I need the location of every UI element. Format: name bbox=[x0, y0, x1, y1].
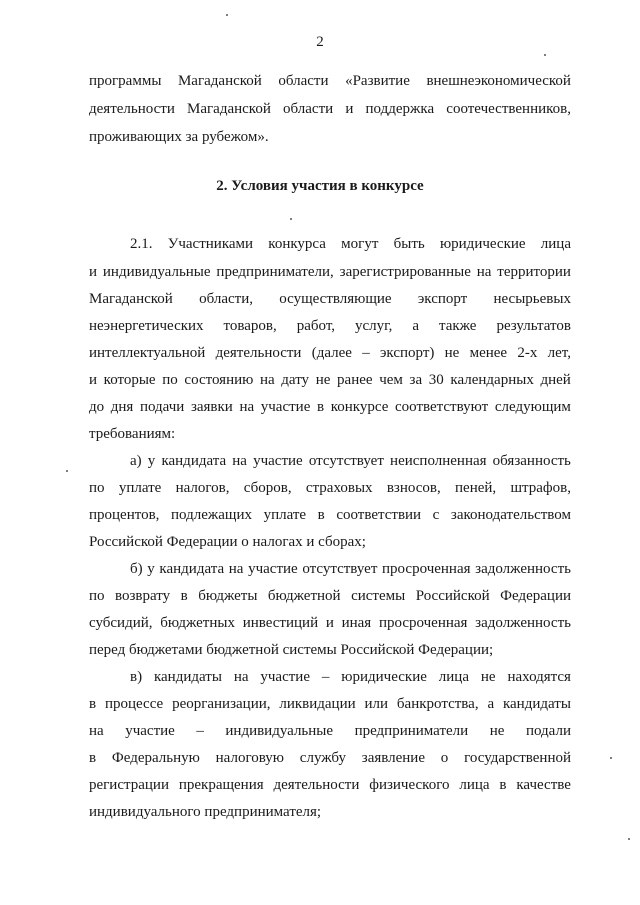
word: задолженность bbox=[475, 615, 571, 631]
word: программы bbox=[89, 73, 162, 89]
word: ликвидации bbox=[279, 696, 356, 712]
word: и bbox=[345, 101, 354, 117]
word: подали bbox=[525, 723, 571, 739]
word: – bbox=[321, 669, 330, 685]
word: качестве bbox=[516, 777, 571, 793]
word: результатов bbox=[496, 318, 571, 334]
word: дня bbox=[110, 399, 134, 415]
word: услуг, bbox=[354, 318, 393, 334]
word: деятельности bbox=[89, 101, 175, 117]
word: бюджетных bbox=[160, 615, 235, 631]
word: по bbox=[162, 372, 178, 388]
p4-line-3 bbox=[89, 722, 571, 740]
p1-line-6 bbox=[89, 371, 571, 389]
p4-line-5 bbox=[89, 776, 571, 794]
p1-line-2 bbox=[89, 263, 571, 281]
word: предприниматели, bbox=[216, 264, 334, 280]
word: Магаданской bbox=[187, 101, 271, 117]
word: на bbox=[233, 669, 249, 685]
word: подлежащих bbox=[171, 507, 252, 523]
p1-line-8: требованиям: bbox=[89, 426, 176, 442]
word: области, bbox=[199, 291, 253, 307]
word: налогов, bbox=[175, 480, 230, 496]
scan-speck bbox=[610, 757, 612, 759]
word: поддержка bbox=[365, 101, 435, 117]
intro-line-1 bbox=[89, 72, 571, 90]
word: взносов, bbox=[386, 480, 441, 496]
word: процентов, bbox=[89, 507, 160, 523]
word: чем bbox=[379, 372, 403, 388]
p2-line-3 bbox=[89, 506, 571, 524]
word: иная bbox=[341, 615, 372, 631]
word: до bbox=[89, 399, 105, 415]
p3-line-4: перед бюджетами бюджетной системы Российской Федерации; bbox=[89, 642, 494, 658]
p4-line-2 bbox=[89, 695, 571, 713]
p2-line-4: Российской Федерации о налогах и сборах; bbox=[89, 534, 366, 550]
word: лица bbox=[540, 236, 571, 252]
word: а) bbox=[130, 453, 142, 469]
word: в bbox=[180, 588, 188, 604]
word: товаров, bbox=[223, 318, 277, 334]
word: дату bbox=[281, 372, 310, 388]
p1-line-4 bbox=[89, 317, 571, 335]
word: состоянию bbox=[184, 372, 254, 388]
word: предприниматели bbox=[354, 723, 469, 739]
word: инвестиций bbox=[242, 615, 319, 631]
word: Магаданской bbox=[89, 291, 173, 307]
word: кандидаты bbox=[153, 669, 222, 685]
word: отсутствует bbox=[302, 561, 378, 577]
word: конкурсе bbox=[330, 399, 389, 415]
word: прекращения bbox=[178, 777, 264, 793]
word: – bbox=[362, 345, 370, 361]
word: 2-х bbox=[517, 345, 538, 361]
word: кандидата bbox=[161, 453, 227, 469]
word: не bbox=[480, 669, 496, 685]
word: Федерации bbox=[500, 588, 571, 604]
word: лица bbox=[459, 777, 490, 793]
word: по bbox=[89, 588, 105, 604]
word: находятся bbox=[507, 669, 571, 685]
p4-line-6: индивидуального предпринимателя; bbox=[89, 804, 322, 820]
word: неисполненная bbox=[390, 453, 487, 469]
word: конкурса bbox=[268, 236, 326, 252]
word: кандидаты bbox=[502, 696, 571, 712]
word: заявление bbox=[361, 750, 425, 766]
intro-line-3: проживающих за рубежом». bbox=[89, 129, 269, 145]
word: участие bbox=[260, 399, 311, 415]
word: на bbox=[259, 372, 275, 388]
word: участие bbox=[248, 561, 298, 577]
word: – bbox=[196, 723, 204, 739]
p2-line-1 bbox=[130, 452, 571, 470]
word: экспорт) bbox=[379, 345, 435, 361]
word: экспорт bbox=[417, 291, 468, 307]
word: б) bbox=[130, 561, 143, 577]
word: соотечественников, bbox=[446, 101, 571, 117]
word: на bbox=[476, 264, 492, 280]
word: также bbox=[438, 318, 477, 334]
word: заявки bbox=[190, 399, 233, 415]
word: календарных bbox=[450, 372, 534, 388]
word: «Развитие bbox=[345, 73, 410, 89]
word: ранее bbox=[337, 372, 373, 388]
word: в bbox=[89, 750, 97, 766]
word: просроченная bbox=[378, 615, 468, 631]
word: не bbox=[489, 723, 505, 739]
scan-speck bbox=[544, 54, 546, 56]
word: уплате bbox=[118, 480, 162, 496]
word: территории bbox=[497, 264, 571, 280]
p1-line-3 bbox=[89, 290, 571, 308]
word: несырьевых bbox=[493, 291, 571, 307]
word: в bbox=[89, 696, 97, 712]
word: реорганизации, bbox=[172, 696, 271, 712]
word: а bbox=[412, 318, 419, 334]
word: налоговую bbox=[215, 750, 284, 766]
word: деятельности bbox=[215, 345, 302, 361]
word: законодательством bbox=[450, 507, 571, 523]
word: и bbox=[89, 372, 98, 388]
word: страховых bbox=[305, 480, 373, 496]
word: области bbox=[278, 73, 329, 89]
word: осуществляющие bbox=[279, 291, 392, 307]
word: индивидуальные bbox=[225, 723, 334, 739]
word: и bbox=[325, 615, 334, 631]
scan-speck bbox=[628, 838, 630, 840]
word: не bbox=[444, 345, 460, 361]
word: области bbox=[283, 101, 334, 117]
word: на bbox=[239, 399, 255, 415]
word: у bbox=[147, 561, 155, 577]
word: бюджеты bbox=[198, 588, 258, 604]
word: возврату bbox=[115, 588, 171, 604]
word: не bbox=[315, 372, 331, 388]
word: внешнеэкономической bbox=[426, 73, 571, 89]
word: участие bbox=[260, 669, 310, 685]
word: лица bbox=[438, 669, 469, 685]
intro-line-2 bbox=[89, 100, 571, 118]
scan-speck bbox=[66, 470, 68, 472]
word: в) bbox=[130, 669, 143, 685]
word: а bbox=[487, 696, 495, 712]
word: лет, bbox=[547, 345, 571, 361]
page-number: 2 bbox=[316, 34, 324, 50]
word: уплате bbox=[263, 507, 307, 523]
word: на bbox=[89, 723, 104, 739]
word: 2.1. bbox=[130, 236, 153, 252]
word: юридические bbox=[341, 669, 427, 685]
word: (далее bbox=[311, 345, 352, 361]
word: государственной bbox=[464, 750, 571, 766]
word: которые bbox=[103, 372, 156, 388]
word: банкротства, bbox=[396, 696, 479, 712]
word: по bbox=[89, 480, 105, 496]
p1-line-7 bbox=[89, 398, 571, 416]
p3-line-1 bbox=[130, 560, 571, 578]
word: юридические bbox=[439, 236, 526, 252]
word: и bbox=[89, 264, 98, 280]
word: дней bbox=[540, 372, 571, 388]
p1-line-5 bbox=[89, 344, 571, 362]
p3-line-3 bbox=[89, 614, 571, 632]
word: за bbox=[409, 372, 423, 388]
word: бюджетной bbox=[267, 588, 341, 604]
word: следующим bbox=[494, 399, 571, 415]
word: задолженность bbox=[475, 561, 571, 577]
p1-line-1 bbox=[130, 235, 571, 253]
word: работ, bbox=[296, 318, 336, 334]
word: или bbox=[364, 696, 389, 712]
word: в bbox=[317, 399, 325, 415]
word: кандидата bbox=[159, 561, 225, 577]
word: неэнергетических bbox=[89, 318, 204, 334]
word: системы bbox=[351, 588, 406, 604]
word: на bbox=[228, 561, 244, 577]
word: на bbox=[232, 453, 247, 469]
word: службу bbox=[299, 750, 346, 766]
word: участие bbox=[253, 453, 303, 469]
word: в bbox=[317, 507, 325, 523]
word: быть bbox=[393, 236, 425, 252]
word: Участниками bbox=[167, 236, 254, 252]
p3-line-2 bbox=[89, 587, 571, 605]
p2-line-2 bbox=[89, 479, 571, 497]
word: процессе bbox=[104, 696, 164, 712]
word: 30 bbox=[428, 372, 444, 388]
word: просроченная bbox=[382, 561, 471, 577]
p4-line-1 bbox=[130, 668, 571, 686]
word: Российской bbox=[415, 588, 490, 604]
word: индивидуальные bbox=[102, 264, 211, 280]
word: субсидий, bbox=[89, 615, 153, 631]
word: зарегистрированные bbox=[339, 264, 471, 280]
word: регистрации bbox=[89, 777, 169, 793]
scan-speck bbox=[226, 14, 228, 16]
word: у bbox=[147, 453, 156, 469]
word: деятельности bbox=[273, 777, 360, 793]
word: штрафов, bbox=[510, 480, 571, 496]
word: о bbox=[440, 750, 449, 766]
word: участие bbox=[125, 723, 175, 739]
word: соответствии bbox=[336, 507, 422, 523]
word: сборов, bbox=[243, 480, 292, 496]
word: отсутствует bbox=[308, 453, 384, 469]
word: обязанность bbox=[492, 453, 571, 469]
word: соответствуют bbox=[394, 399, 489, 415]
word: Магаданской bbox=[177, 73, 262, 89]
word: в bbox=[499, 777, 507, 793]
word: подачи bbox=[139, 399, 185, 415]
section-heading: 2. Условия участия в конкурсе bbox=[216, 178, 424, 194]
word: могут bbox=[341, 236, 379, 252]
scan-speck bbox=[290, 218, 292, 220]
word: интеллектуальной bbox=[89, 345, 206, 361]
word: Федеральную bbox=[111, 750, 200, 766]
word: менее bbox=[469, 345, 508, 361]
word: с bbox=[432, 507, 440, 523]
word: физического bbox=[369, 777, 450, 793]
p4-line-4 bbox=[89, 749, 571, 767]
word: пеней, bbox=[455, 480, 497, 496]
